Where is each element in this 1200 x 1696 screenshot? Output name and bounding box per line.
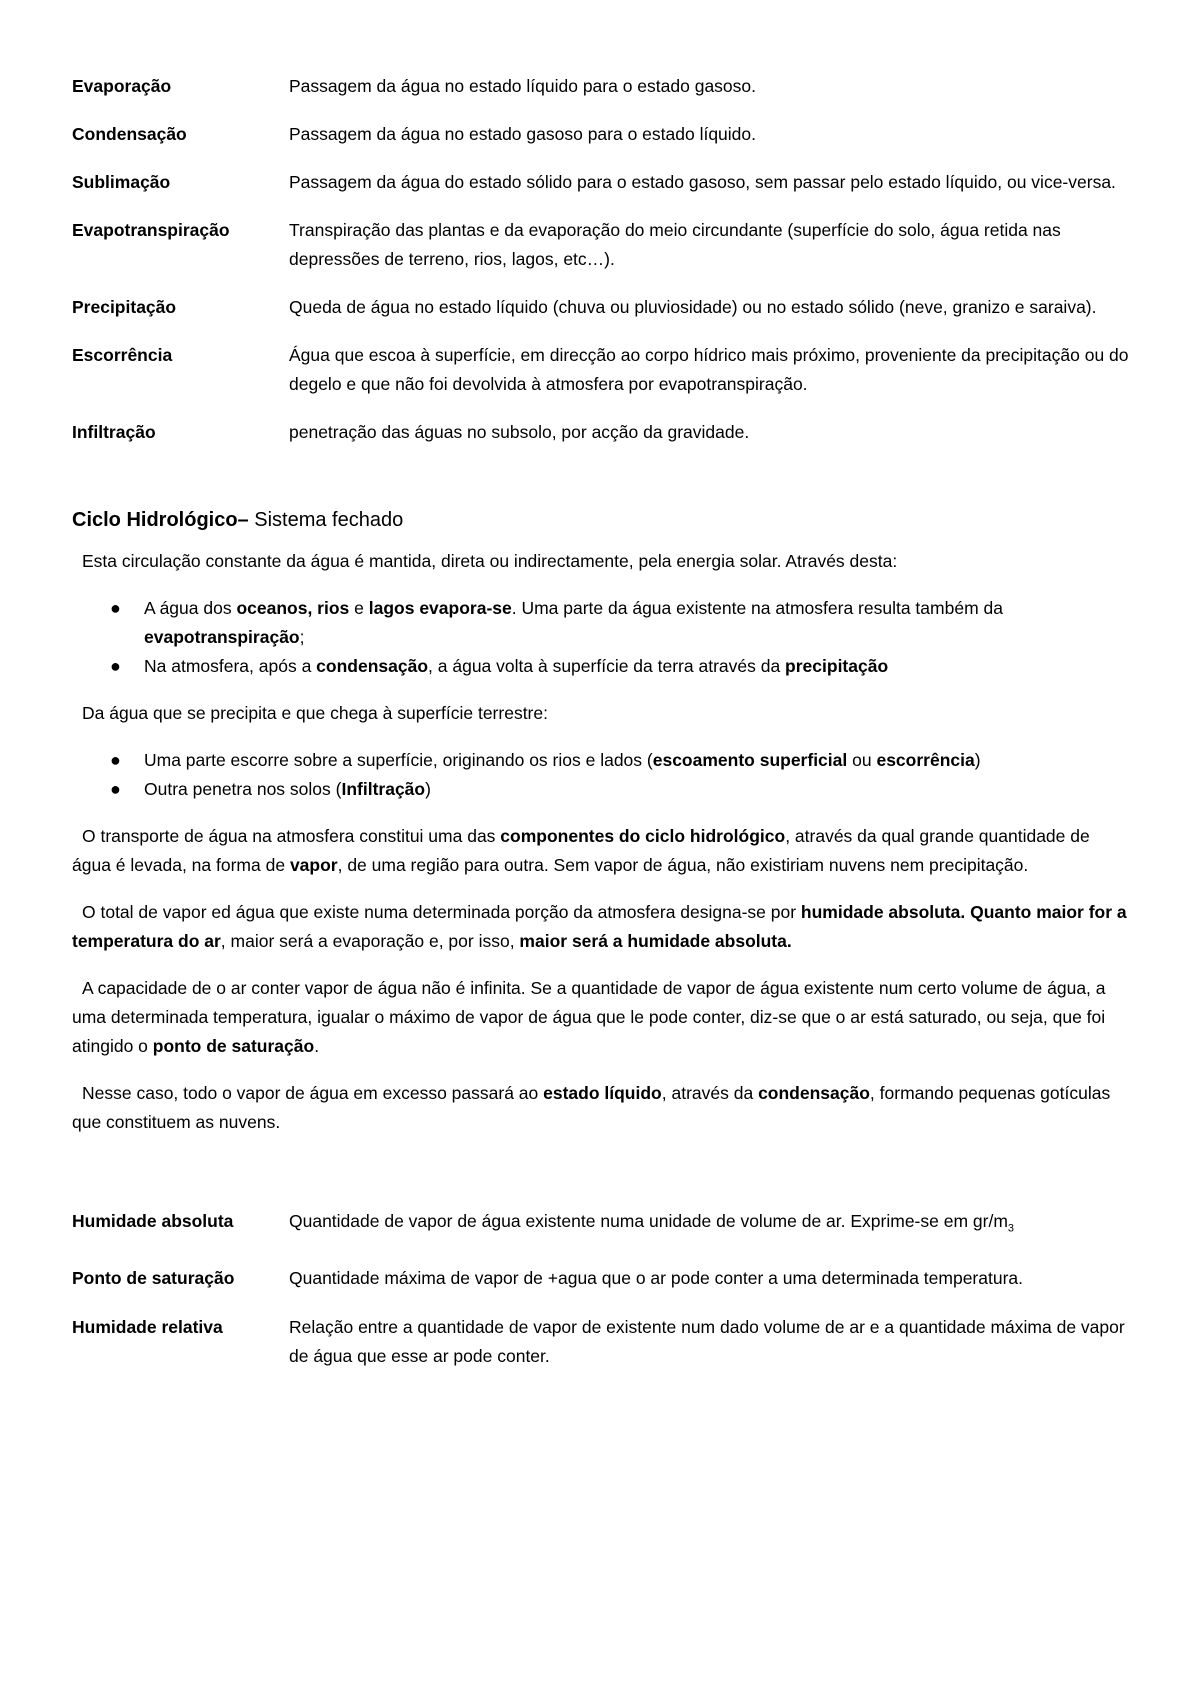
text-run: A água dos — [144, 598, 237, 618]
list-item-text — [144, 750, 981, 770]
body-paragraph — [72, 974, 1132, 1061]
text-run: , através da — [661, 1083, 759, 1103]
bold-text-run: estado líquido — [543, 1083, 662, 1103]
definition-description: Quantidade máxima de vapor de +agua que o ar pode conter a uma determinada temperatura. — [289, 1267, 1024, 1288]
body-paragraph — [72, 1079, 1132, 1137]
body-paragraph — [72, 822, 1132, 880]
bold-text-run: componentes do ciclo hidrológico — [500, 826, 786, 846]
text-run: , através da qual grande quantidade de água é levada, na forma de — [72, 826, 1090, 875]
definition-description: Passagem da água do estado sólido para o estado gasoso, sem passar pelo estado líquido, ou vice-versa. — [289, 172, 1116, 192]
bullet-icon: ● — [110, 750, 121, 770]
bold-text-run: precipitação — [785, 656, 889, 676]
definition-term: Escorrência — [72, 345, 173, 365]
text-run: e — [349, 598, 369, 618]
bullet-list — [72, 594, 1132, 681]
text-run: , formando pequenas gotículas que constituem as nuvens. — [72, 1083, 1111, 1132]
definition-description: Transpiração das plantas e da evaporação do meio circundante (superfície do solo, água retida nas depressões de terreno, rios, lagos, etc…). — [289, 220, 1061, 269]
text-run: A capacidade de o ar conter vapor de água não é infinita. Se a quantidade de vapor de água existente num certo volume de água, a uma determinada temperatura, igualar o máximo de vapor de água que le pode conter, diz-se que o ar está saturado, ou seja, que foi atingido o — [72, 978, 1106, 1056]
list-item-text — [144, 598, 1003, 647]
definition-term: Humidade absoluta — [72, 1211, 234, 1231]
definition-term: Evaporação — [72, 76, 172, 96]
definition-description: penetração das águas no subsolo, por acção da gravidade. — [289, 422, 750, 442]
definition-description: Água que escoa à superfície, em direcção ao corpo hídrico mais próximo, proveniente da precipitação ou do degelo e que não foi devolvida à atmosfera por evapotranspiração. — [289, 345, 1129, 394]
definitions-table — [72, 72, 1132, 447]
bullet-list — [72, 746, 1132, 804]
definition-description-text: Quantidade de vapor de água existente numa unidade de volume de ar. Exprime-se em gr/m — [289, 1211, 1008, 1231]
bold-text-run: oceanos, rios — [236, 598, 350, 618]
definition-row — [72, 168, 1132, 197]
bold-text-run: condensação — [758, 1083, 870, 1103]
definition-row — [72, 1264, 1132, 1293]
definition-description: Relação entre a quantidade de vapor de existente num dado volume de ar e a quantidade máxima de vapor de água que esse ar pode conter. — [289, 1316, 1125, 1366]
unit-subscript: 3 — [1007, 1222, 1015, 1235]
bullet-icon: ● — [110, 656, 121, 676]
definition-row — [72, 418, 1132, 447]
definition-term: Sublimação — [72, 172, 171, 192]
definition-row — [72, 1207, 1132, 1244]
text-run: Uma parte escorre sobre a superfície, originando os rios e lados ( — [144, 750, 653, 770]
text-run: Na atmosfera, após a — [144, 656, 317, 676]
text-run: O transporte de água na atmosfera constitui uma das — [82, 826, 501, 846]
bold-text-run: escorrência — [876, 750, 975, 770]
definition-row — [72, 120, 1132, 149]
definition-description — [289, 1207, 1132, 1244]
document-page — [72, 72, 1132, 1391]
bold-text-run: condensação — [316, 656, 429, 676]
definition-term: Condensação — [72, 124, 187, 144]
definition-description: Queda de água no estado líquido (chuva ou pluviosidade) ou no estado sólido (neve, granizo e saraiva). — [289, 297, 1097, 317]
intro-paragraph: Esta circulação constante da água é mantida, direta ou indirectamente, pela energia solar. Através desta: — [82, 551, 898, 571]
list-item — [72, 594, 1132, 652]
text-run: ou — [847, 750, 877, 770]
bold-text-run: lagos evapora-se — [368, 598, 512, 618]
text-run: ) — [425, 779, 431, 799]
definition-row — [72, 216, 1132, 274]
intro-paragraph-2: Da água que se precipita e que chega à superfície terrestre: — [82, 703, 548, 723]
section-heading-rest: Sistema fechado — [248, 509, 404, 531]
body-paragraph — [72, 898, 1132, 956]
definition-description: Passagem da água no estado líquido para o estado gasoso. — [289, 76, 757, 96]
list-item — [72, 746, 1132, 775]
text-run: , maior será a evaporação e, por isso, — [220, 931, 520, 951]
text-run: ) — [974, 750, 981, 770]
definition-description: Passagem da água no estado gasoso para o estado líquido. — [289, 124, 757, 144]
bold-text-run: escoamento superficial — [652, 750, 848, 770]
definition-row — [72, 1313, 1132, 1371]
definition-row — [72, 341, 1132, 399]
section-heading — [72, 505, 1132, 535]
bullet-icon: ● — [110, 598, 121, 618]
text-run: O total de vapor ed água que existe numa determinada porção da atmosfera designa-se por — [82, 902, 801, 922]
text-run: . Uma parte da água existente na atmosfera resulta também da — [511, 598, 1003, 618]
list-item — [72, 652, 1132, 681]
text-run: . — [314, 1036, 320, 1056]
bold-text-run: evapotranspiração — [144, 627, 300, 647]
bold-text-run: maior será a humidade absoluta. — [519, 931, 792, 951]
bold-text-run: humidade absoluta. Quanto maior for a temperatura do ar — [72, 902, 1127, 951]
definition-term: Evapotranspiração — [72, 220, 230, 240]
text-run: ; — [299, 627, 305, 647]
list-item-text — [144, 779, 431, 799]
definition-term: Precipitação — [72, 297, 177, 317]
definition-row — [72, 293, 1132, 322]
text-run: , a água volta à superfície da terra através da — [428, 656, 786, 676]
list-item-text — [144, 656, 888, 676]
bullet-icon: ● — [110, 779, 121, 799]
list-item — [72, 775, 1132, 804]
definition-term: Humidade relativa — [72, 1316, 223, 1337]
definition-row — [72, 72, 1132, 101]
section-heading-strong: Ciclo Hidrológico– — [72, 509, 249, 531]
text-run: Outra penetra nos solos ( — [144, 779, 342, 799]
bold-text-run: vapor — [289, 855, 338, 875]
text-run: Nesse caso, todo o vapor de água em excesso passará ao — [82, 1083, 544, 1103]
definition-term: Ponto de saturação — [72, 1267, 235, 1288]
bold-text-run: Infiltração — [341, 779, 426, 799]
text-run: , de uma região para outra. Sem vapor de água, não existiriam nuvens nem precipitação. — [337, 855, 1029, 875]
definition-term: Infiltração — [72, 422, 156, 442]
bold-text-run: ponto de saturação — [152, 1036, 315, 1056]
humidity-definitions-table — [72, 1207, 1132, 1371]
